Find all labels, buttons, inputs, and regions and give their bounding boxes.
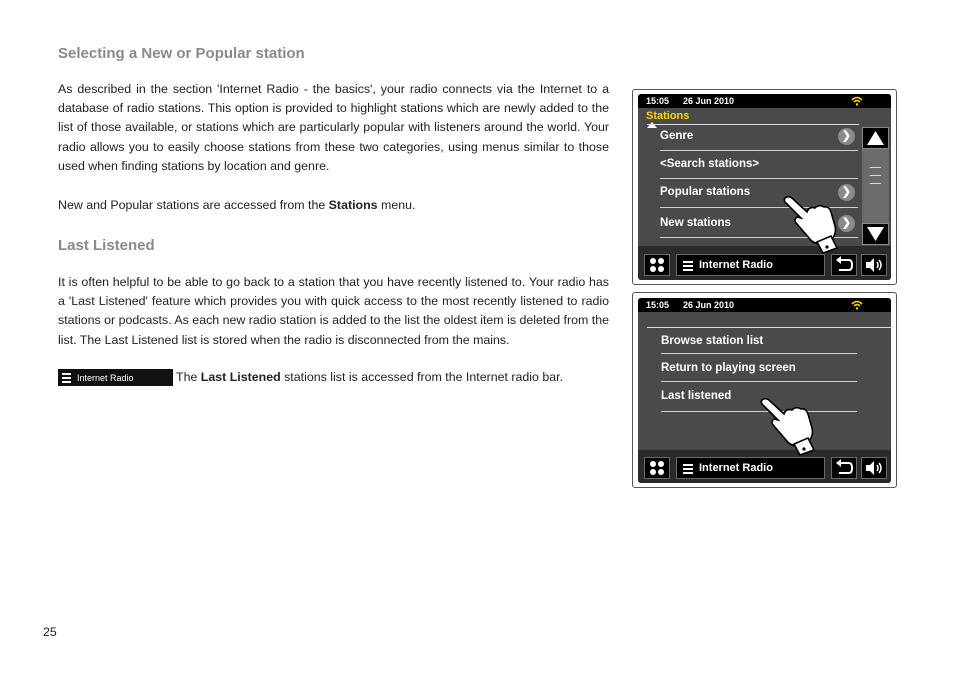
menu-icon: [683, 462, 693, 476]
internet-radio-button[interactable]: Internet Radio: [676, 254, 825, 276]
screen2-display: [638, 298, 891, 483]
chevron-right-icon[interactable]: ❯: [838, 215, 855, 232]
screen2-date: 26 Jun 2010: [683, 300, 735, 310]
back-icon: [832, 255, 856, 275]
grid-icon: [645, 458, 669, 478]
scroll-down-button[interactable]: [862, 223, 889, 245]
menu-divider: [660, 178, 858, 179]
volume-button[interactable]: [861, 457, 887, 479]
pointing-hand-icon: [783, 194, 841, 254]
screen1-time: 15:05: [646, 96, 670, 106]
arrow-down-icon: [863, 224, 888, 244]
chevron-right-icon[interactable]: ❯: [838, 128, 855, 145]
menu-item-return-to-playing[interactable]: Return to playing screen: [661, 362, 796, 374]
menu-item-genre[interactable]: Genre: [660, 130, 694, 142]
back-button[interactable]: [831, 254, 857, 276]
screen1-title-underline: [647, 124, 859, 125]
grid-icon: [645, 255, 669, 275]
back-icon: [832, 458, 856, 478]
menu-item-new-stations[interactable]: New stations: [660, 217, 731, 229]
home-grid-button[interactable]: [644, 457, 670, 479]
menu-divider: [661, 353, 857, 354]
home-grid-button[interactable]: [644, 254, 670, 276]
screen2-header-underline: [647, 327, 891, 328]
wifi-icon: [851, 300, 863, 310]
menu-icon: [683, 259, 693, 273]
paragraph-stations-menu: New and Popular stations are accessed from the Stations menu.: [58, 198, 416, 212]
screen2-status-bar: [638, 298, 891, 312]
menu-divider: [660, 150, 858, 151]
wifi-icon: [851, 96, 863, 106]
screen1-display: [638, 94, 891, 280]
section-heading-last-listened: Last Listened: [58, 237, 155, 254]
scroll-up-button[interactable]: [862, 127, 889, 149]
volume-icon: [862, 458, 886, 478]
internet-radio-button[interactable]: Internet Radio: [676, 457, 825, 479]
menu-divider: [661, 381, 857, 382]
menu-item-browse-station-list[interactable]: Browse station list: [661, 335, 764, 347]
paragraph-last-listened: It is often helpful to be able to go back to a station that you have recently listened to. Your radio has a 'Last Listened' feature which provides you with quick access to the most recently listened to radio stations or podcasts. As each new radio station is added to the list the oldest item is deleted from the list. The Last Listened list is stored when the radio is disconnected from the mains.: [58, 275, 610, 347]
chevron-right-icon[interactable]: ❯: [838, 184, 855, 201]
volume-button[interactable]: [861, 254, 887, 276]
menu-icon: [62, 371, 71, 385]
back-button[interactable]: [831, 457, 857, 479]
screen1-status-bar: [638, 94, 891, 108]
menu-item-popular-stations[interactable]: Popular stations: [660, 186, 751, 198]
screen1-frame: [632, 89, 897, 285]
paragraph-new-popular-intro: As described in the section 'Internet Radio - the basics', your radio connects via the Internet to a database of radio stations. This option is provided to highlight stations which are newly added to the list of those available, or stations which are particularly popular with listeners around the world. Your radio allows you to easily choose stations from these two categories, using menus similar to those used when finding stations by location and genre.: [58, 82, 609, 173]
screen2-frame: [632, 292, 897, 488]
arrow-up-icon: [863, 128, 888, 148]
screen1-title: Stations: [646, 110, 690, 122]
screen1-bottom-bar: [638, 246, 891, 280]
page-number: 25: [43, 625, 57, 639]
section-heading-new-popular: Selecting a New or Popular station: [58, 45, 305, 62]
volume-icon: [862, 255, 886, 275]
screen1-date: 26 Jun 2010: [683, 96, 735, 106]
up-caret-icon: [647, 122, 657, 128]
screen2-time: 15:05: [646, 300, 670, 310]
menu-item-last-listened[interactable]: Last listened: [661, 390, 732, 402]
menu-item-search-stations[interactable]: <Search stations>: [660, 158, 760, 170]
internet-radio-chip: Internet Radio: [58, 369, 173, 386]
last-listened-access-text: The Last Listened stations list is accessed from the Internet radio bar.: [176, 370, 564, 384]
pointing-hand-icon: [758, 396, 820, 456]
